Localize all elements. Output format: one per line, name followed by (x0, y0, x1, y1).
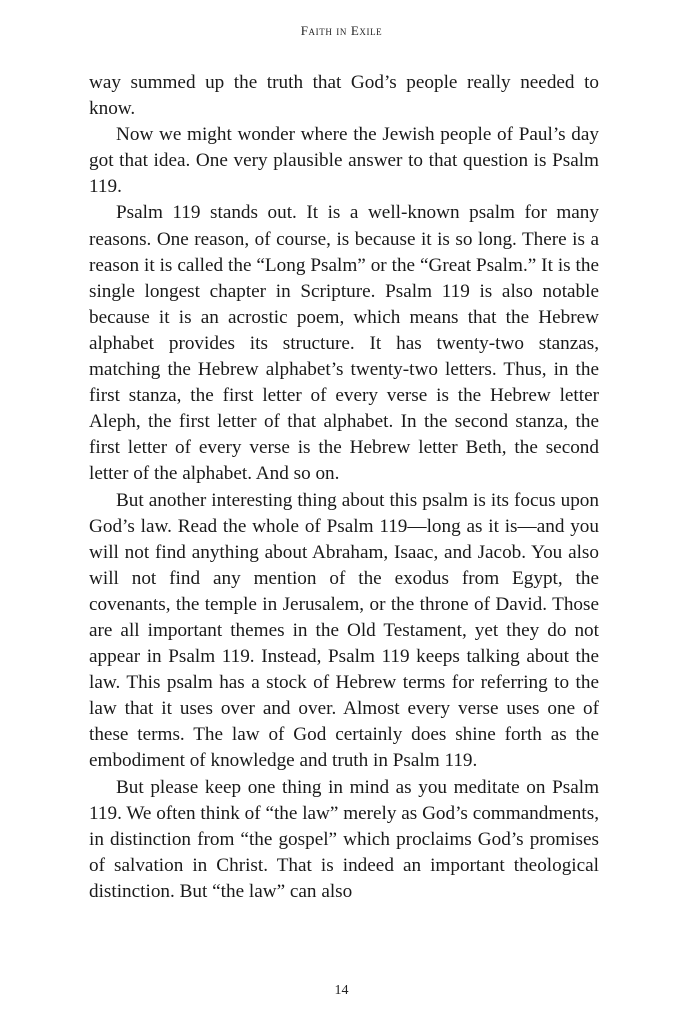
paragraph: Psalm 119 stands out. It is a well-known psalm for many reasons. One reason, of course, is because it is so long. There is a reason it is called the “Long Psalm” or the “Great Psalm.” It is the single longest chapter in Scripture. Psalm 119 is also notable because it is an acrostic poem, which means that the Hebrew alphabet provides its structure. It has twenty-two stanzas, matching the Hebrew alphabet’s twenty-two letters. Thus, in the first stanza, the first letter of every verse is the Hebrew letter Aleph, the first letter of that alphabet. In the second stanza, the first letter of every verse is the Hebrew letter Beth, the second letter of the alphabet. And so on. (89, 202, 599, 485)
paragraph: But another interesting thing about this psalm is its focus upon God’s law. Read the whole of Psalm 119—long as it is—and you will not find anything about Abraham, Isaac, and Jacob. You also will not find any mention of the exodus from Egypt, the covenants, the temple in Jerusalem, or the throne of David. Those are all important themes in the Old Testament, yet they do not appear in Psalm 119. Instead, Psalm 119 keeps talking about the law. This psalm has a stock of Hebrew terms for referring to the law that it uses over and over. Almost every verse uses one of these terms. The law of God certainly does shine forth as the embodiment of knowledge and truth in Psalm 119. (89, 489, 599, 772)
body-text (89, 70, 599, 905)
paragraph: Now we might wonder where the Jewish people of Paul’s day got that idea. One very plausible answer to that question is Psalm 119. (89, 124, 599, 198)
paragraph: But please keep one thing in mind as you meditate on Psalm 119. We often think of “the law” merely as God’s commandments, in distinction from “the gospel” which proclaims God’s promises of salvation in Christ. That is indeed an important theological distinction. But “the law” can also (89, 776, 599, 902)
running-head-title: Faith in Exile (300, 23, 383, 38)
paragraph-continued: way summed up the truth that God’s people really needed to know. (89, 72, 599, 120)
page-number: 14 (334, 983, 349, 998)
